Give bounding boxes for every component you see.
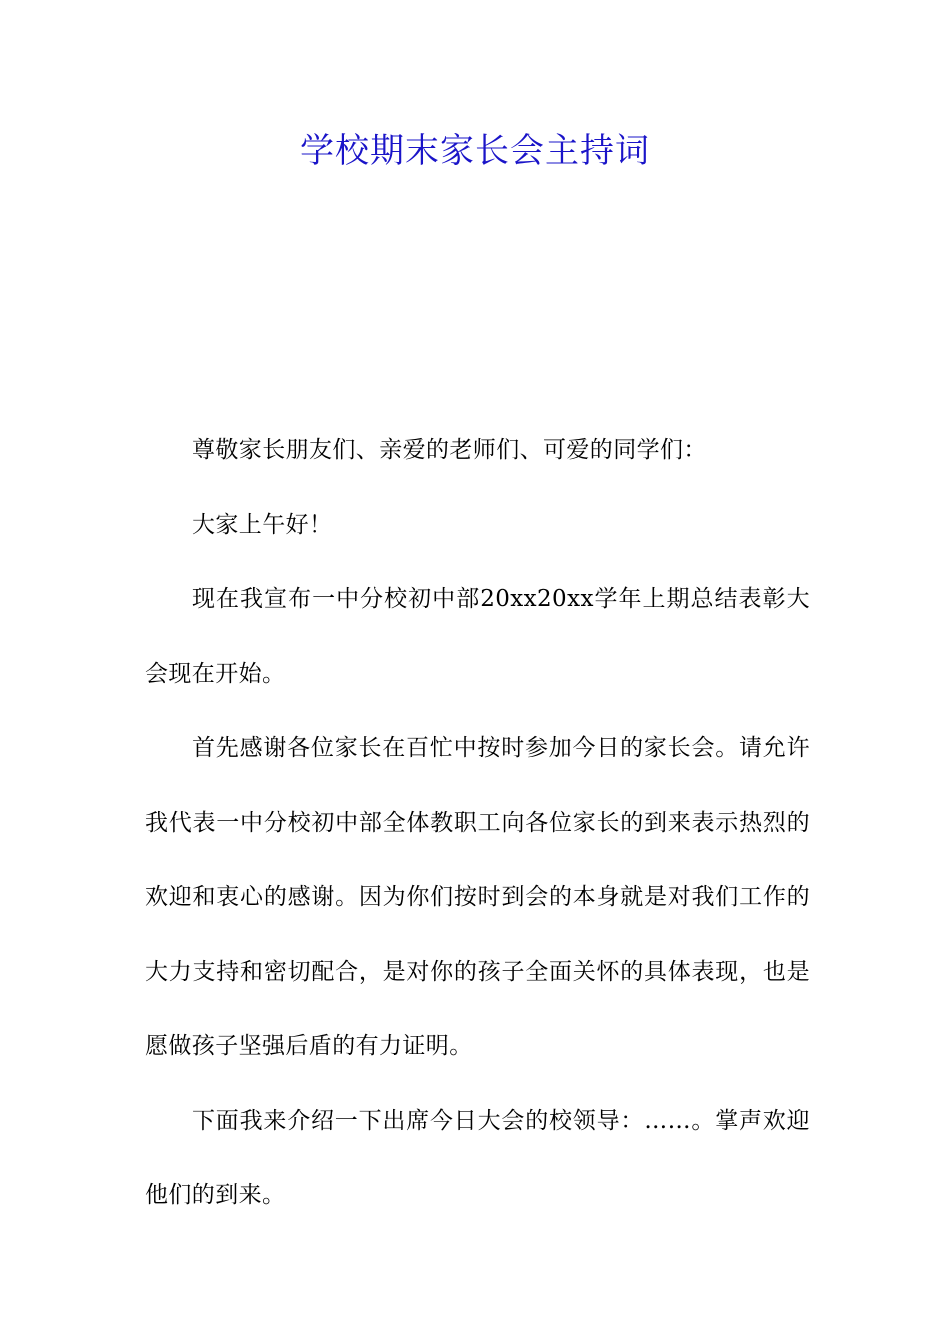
paragraph-greeting-morning: 大家上午好！ — [192, 511, 333, 538]
paragraph-thanks-parents: 首先感谢各位家长在百忙中按时参加今日的家长会。请允许我代表一中分校初中部全体教职工向各位家长的到来表示热烈的欢迎和衷心的感谢。因为你们按时到会的本身就是对我们工作的大力支持和密切配合，是对你的孩子全面关怀的具体表现，也是愿做孩子坚强后盾的有力证明。 — [145, 735, 810, 1059]
document-body — [145, 413, 810, 1233]
document-title: 学校期末家长会主持词 — [300, 131, 650, 171]
paragraph-introduce-leaders: 下面我来介绍一下出席今日大会的校领导：……。掌声欢迎他们的到来。 — [145, 1107, 810, 1208]
paragraph-opening-announcement: 现在我宣布一中分校初中部20xx20xx学年上期总结表彰大会现在开始。 — [145, 586, 810, 687]
paragraph-greeting-salutation: 尊敬家长朋友们、亲爱的老师们、可爱的同学们： — [192, 437, 707, 463]
